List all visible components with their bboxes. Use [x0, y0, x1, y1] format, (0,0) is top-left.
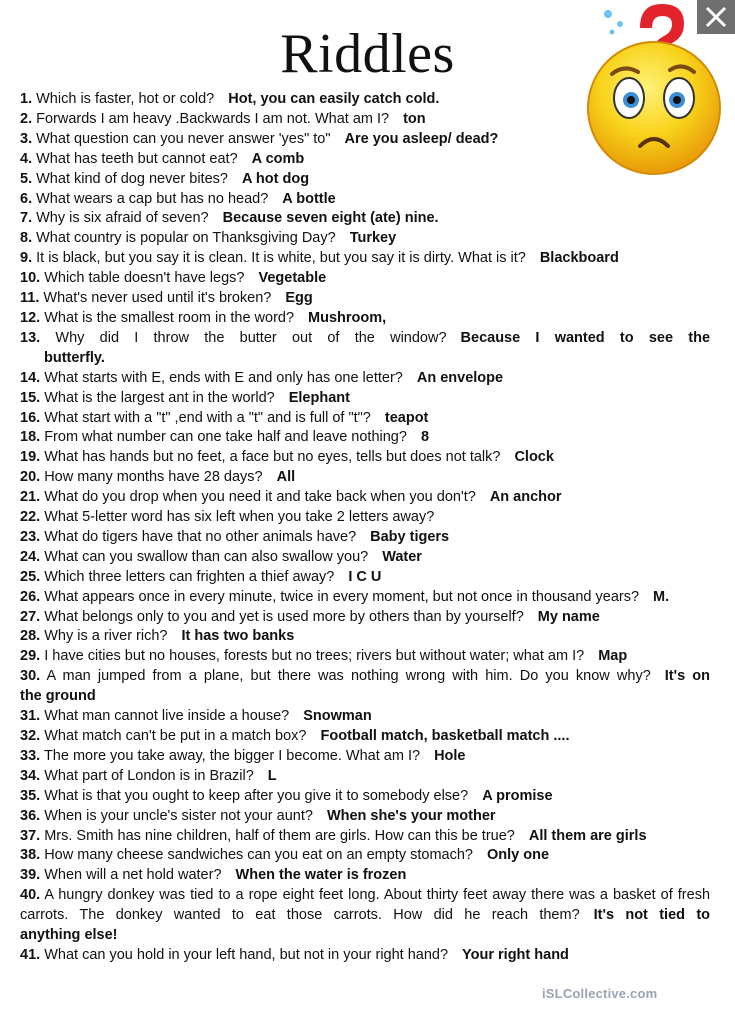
riddle-answer: Snowman: [303, 708, 372, 725]
watermark: iSLCollective.com: [542, 986, 658, 1001]
riddle-answer: Clock: [514, 449, 554, 466]
riddle-number: 33.: [20, 747, 41, 764]
riddle-number: 8.: [20, 230, 33, 247]
riddle-answer: Water: [382, 548, 422, 565]
riddle-question: Which table doesn't have legs?: [44, 270, 245, 287]
riddle-number: 21.: [20, 489, 41, 506]
riddle-answer: Egg: [285, 290, 313, 307]
riddle-question: Forwards I am heavy .Backwards I am not. What am I?: [36, 110, 390, 127]
riddle-row: [20, 468, 710, 488]
riddle-question: What kind of dog never bites?: [36, 170, 228, 187]
riddle-answer-continuation: the ground: [20, 688, 96, 705]
riddle-answer: Hot, you can easily catch cold.: [228, 91, 440, 107]
riddle-answer: Blackboard: [539, 250, 619, 267]
riddle-question: Mrs. Smith has nine children, half of them are girls. How can this be true?: [44, 827, 515, 844]
riddle-row: [20, 608, 710, 628]
riddle-question: What man cannot live inside a house?: [44, 708, 290, 725]
riddle-number: 31.: [20, 708, 41, 725]
riddle-question: What part of London is in Brazil?: [44, 767, 254, 784]
riddle-question: Why is six afraid of seven?: [36, 210, 209, 227]
riddle-row: [20, 269, 710, 289]
riddle-row: [20, 329, 710, 349]
riddle-row: [20, 866, 710, 886]
riddle-answer: Hole: [434, 747, 466, 764]
riddle-answer: Mushroom,: [308, 309, 387, 326]
riddle-question: How many cheese sandwiches can you eat on an empty stomach?: [44, 847, 473, 864]
riddle-answer: Your right hand: [462, 946, 569, 963]
riddle-number: 15.: [20, 389, 41, 406]
riddle-list: [20, 90, 710, 966]
riddle-row: [20, 827, 710, 847]
riddle-question: The more you take away, the bigger I become. What am I?: [43, 747, 421, 764]
riddle-question: What has hands but no feet, a face but no eyes, tells but does not talk?: [44, 449, 501, 466]
riddle-answer: Only one: [487, 847, 550, 864]
riddle-question: What can you hold in your left hand, but not in your right hand?: [44, 946, 449, 963]
riddle-question: Why did I throw the butter out of the window?: [55, 329, 447, 346]
riddle-row: [20, 767, 710, 787]
riddle-row: [20, 90, 710, 110]
riddle-answer: L: [267, 767, 277, 784]
riddle-row: [20, 787, 710, 807]
riddle-number: 30.: [20, 668, 41, 685]
riddle-number: 29.: [20, 648, 41, 665]
riddle-answer: All them are girls: [528, 827, 647, 844]
riddle-answer: An anchor: [489, 489, 562, 506]
riddle-answer: It's on: [664, 668, 710, 685]
riddle-number: 2.: [20, 110, 33, 127]
riddle-question: What country is popular on Thanksgiving Day?: [36, 230, 336, 247]
riddle-row: [20, 150, 710, 170]
riddle-row: [20, 667, 710, 687]
riddle-answer: Vegetable: [258, 270, 327, 287]
page-title: Riddles: [280, 23, 455, 85]
riddle-answer-continuation: anything else!: [20, 927, 118, 944]
riddle-question: What can you swallow than can also swallow you?: [44, 548, 369, 565]
riddle-row: [20, 886, 710, 926]
riddle-question: What start with a "t" ,end with a "t" and is full of "t"?: [44, 409, 371, 426]
riddle-answer: Turkey: [349, 230, 397, 247]
riddle-row: [20, 170, 710, 190]
riddle-number: 1.: [20, 91, 33, 107]
riddle-question: What is the largest ant in the world?: [44, 389, 275, 406]
riddle-number: 6.: [20, 190, 33, 207]
riddle-row: [20, 627, 710, 647]
riddle-question: What do you drop when you need it and take back when you don't?: [44, 489, 476, 506]
riddle-question: What appears once in every minute, twice in every moment, but not once in thousand years?: [44, 588, 640, 605]
riddle-row: [20, 369, 710, 389]
riddle-number: 22.: [20, 509, 41, 526]
riddle-answer: 8: [420, 429, 430, 446]
riddle-question: Which three letters can frighten a thief away?: [44, 568, 335, 585]
riddle-question: What match can't be put in a match box?: [44, 728, 307, 744]
riddle-number: 7.: [20, 210, 33, 227]
riddle-number: 24.: [20, 548, 41, 565]
riddle-question: How many months have 28 days?: [44, 469, 263, 486]
riddle-answer: A comb: [251, 150, 305, 167]
riddle-answer: It's not tied to: [593, 907, 710, 924]
riddle-question: What 5-letter word has six left when you take 2 letters away?: [44, 509, 435, 526]
riddle-number: 20.: [20, 469, 41, 486]
riddle-number: 10.: [20, 270, 41, 287]
riddle-number: 13.: [20, 329, 41, 346]
riddle-answer: Elephant: [288, 389, 350, 406]
riddle-row: [20, 309, 710, 329]
riddle-number: 27.: [20, 608, 41, 625]
riddle-row: [20, 209, 710, 229]
riddle-number: 28.: [20, 628, 41, 645]
riddle-answer: An envelope: [416, 369, 504, 386]
riddle-answer: Because I wanted to see the: [460, 329, 711, 346]
riddle-number: 16.: [20, 409, 41, 426]
riddle-answer: A promise: [482, 787, 553, 804]
riddle-number: 26.: [20, 588, 41, 605]
riddle-number: 35.: [20, 787, 41, 804]
riddle-answer: M.: [653, 588, 670, 605]
riddle-question: What's never used until it's broken?: [43, 290, 272, 307]
riddle-answer: ton: [403, 110, 426, 127]
riddle-question: Which is faster, hot or cold?: [36, 91, 215, 107]
riddle-question: A hungry donkey was tied to a rope eight feet long. About thirty feet away there was a basket of fresh carrots. The donkey wanted to eat those carrots. How did he reach them?: [20, 887, 711, 924]
riddle-number: 41.: [20, 946, 41, 963]
riddle-question: From what number can one take half and leave nothing?: [44, 429, 407, 446]
riddle-question: What question can you never answer 'yes" to": [36, 130, 331, 147]
riddle-row: [20, 409, 710, 429]
riddle-answer: When the water is frozen: [235, 867, 407, 884]
riddle-number: 12.: [20, 309, 41, 326]
riddle-row: [20, 190, 710, 210]
riddle-answer: I C U: [348, 568, 382, 585]
riddle-number: 11.: [20, 290, 40, 307]
riddle-row: [20, 807, 710, 827]
riddle-answer: Are you asleep/ dead?: [344, 130, 499, 147]
riddle-row: [20, 229, 710, 249]
riddle-answer: Baby tigers: [370, 528, 450, 545]
riddle-question: When will a net hold water?: [44, 867, 222, 884]
riddle-row: [20, 647, 710, 667]
riddle-number: 23.: [20, 528, 41, 545]
riddle-answer: Map: [598, 648, 628, 665]
riddle-row: [20, 130, 710, 150]
riddle-answer: All: [276, 469, 296, 486]
riddle-row: [20, 707, 710, 727]
riddle-question: What is the smallest room in the word?: [44, 309, 295, 326]
riddle-row: [20, 946, 710, 966]
riddle-row: [20, 110, 710, 130]
riddle-answer: My name: [537, 608, 600, 625]
riddle-number: 40.: [20, 887, 41, 904]
riddle-row: [20, 747, 710, 767]
riddle-row: [20, 289, 710, 309]
riddle-number: 38.: [20, 847, 41, 864]
riddle-number: 14.: [20, 369, 41, 386]
riddle-answer: A hot dog: [241, 170, 310, 187]
riddle-row: [20, 249, 710, 269]
riddle-row: [20, 568, 710, 588]
riddle-question: What is that you ought to keep after you give it to somebody else?: [44, 787, 469, 804]
riddle-number: 25.: [20, 568, 41, 585]
riddle-row: [20, 528, 710, 548]
riddle-answer: teapot: [384, 409, 429, 426]
riddle-row: [20, 488, 710, 508]
riddle-question: I have cities but no houses, forests but no trees; rivers but without water; what am I?: [44, 648, 585, 665]
riddle-row: [20, 727, 710, 747]
riddle-number: 37.: [20, 827, 41, 844]
riddle-number: 39.: [20, 867, 41, 884]
riddle-number: 19.: [20, 449, 41, 466]
riddle-answer-continuation: butterfly.: [44, 349, 105, 366]
riddle-row: [20, 846, 710, 866]
riddle-answer: A bottle: [282, 190, 336, 207]
riddle-row: [20, 448, 710, 468]
riddle-question: What belongs only to you and yet is used more by others than by yourself?: [44, 608, 524, 625]
riddle-question: Why is a river rich?: [44, 628, 168, 645]
riddle-row: [20, 508, 710, 528]
riddle-answer: When she's your mother: [326, 807, 496, 824]
riddle-number: 36.: [20, 807, 41, 824]
riddle-row: [20, 588, 710, 608]
riddle-number: 3.: [20, 130, 33, 147]
riddle-row: [20, 428, 710, 448]
riddle-number: 4.: [20, 150, 33, 167]
riddle-question: It is black, but you say it is clean. It is white, but you say it is dirty. What is it?: [36, 250, 526, 267]
riddle-number: 18.: [20, 429, 41, 446]
riddle-answer: Football match, basketball match ....: [320, 728, 570, 744]
riddle-question: When is your uncle's sister not your aunt?: [44, 807, 313, 824]
riddle-question: What has teeth but cannot eat?: [36, 150, 238, 167]
riddle-number: 32.: [20, 728, 41, 744]
riddle-question: A man jumped from a plane, but there was nothing wrong with him. Do you know why?: [46, 668, 651, 685]
riddle-number: 5.: [20, 170, 33, 187]
riddle-number: 9.: [20, 250, 33, 267]
riddle-answer: Because seven eight (ate) nine.: [222, 210, 439, 227]
riddle-question: What starts with E, ends with E and only has one letter?: [44, 369, 403, 386]
riddle-number: 34.: [20, 767, 41, 784]
riddle-row: [20, 389, 710, 409]
riddle-answer: It has two banks: [181, 628, 295, 645]
riddle-row: [20, 548, 710, 568]
riddle-question: What do tigers have that no other animals have?: [44, 528, 357, 545]
riddle-question: What wears a cap but has no head?: [36, 190, 269, 207]
